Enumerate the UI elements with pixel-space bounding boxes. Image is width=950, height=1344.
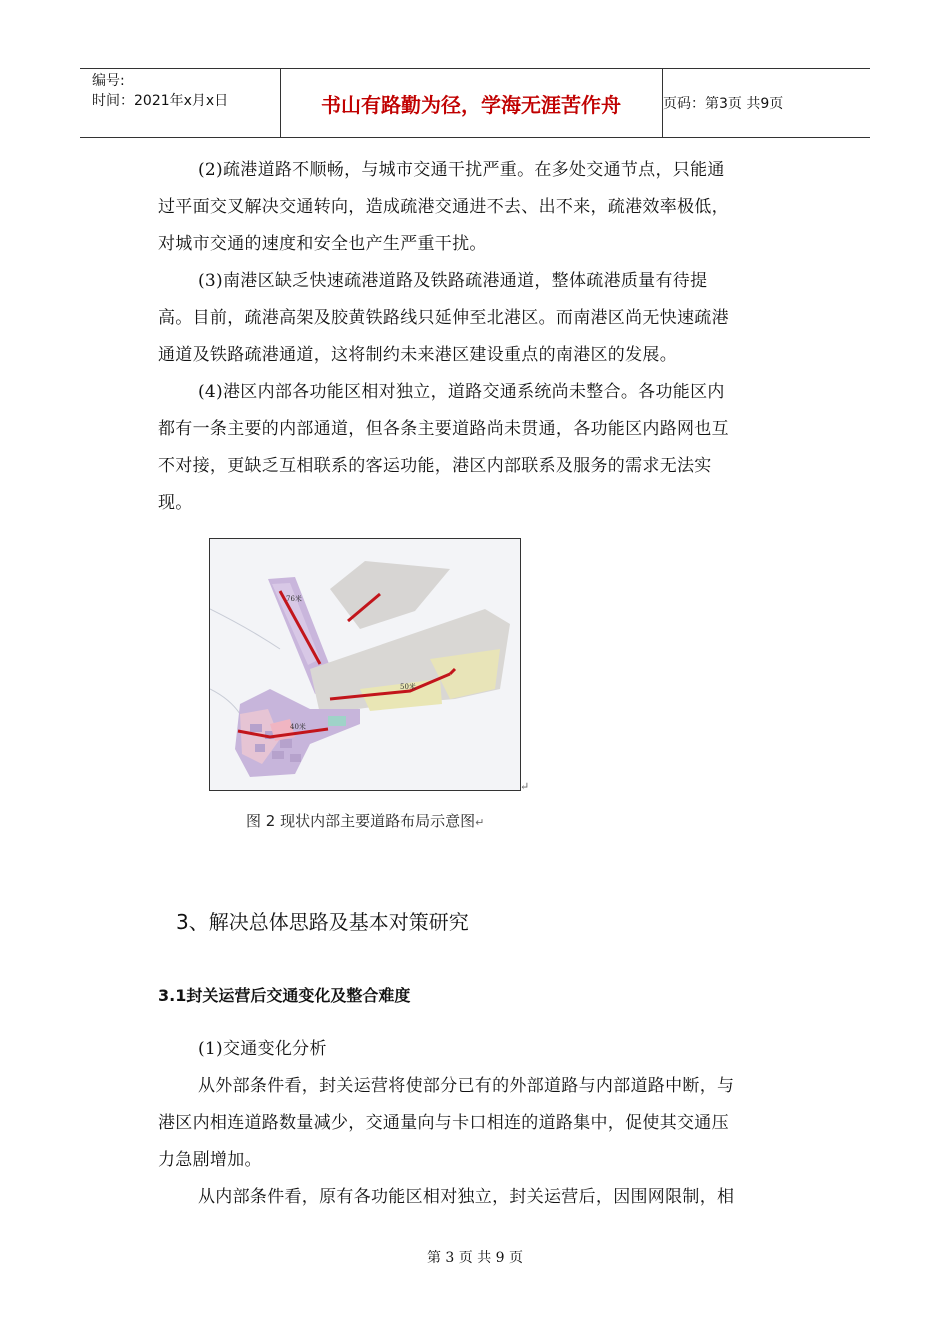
figure-caption-text: 图 2 现状内部主要道路布局示意图 [246, 812, 476, 830]
section-3-heading: 3、解决总体思路及基本对策研究 [176, 910, 469, 934]
page-info-text: 页码：第3页 共9页 [663, 96, 784, 112]
map-graphic [210, 539, 520, 790]
b2-line2: 港区内相连道路数量减少，交通量向与卡口相连的道路集中，促使其交通压 [158, 1113, 729, 1133]
p3-line3: 通道及铁路疏港通道，这将制约未来港区建设重点的南港区的发展。 [158, 345, 677, 365]
road-label-50: 50米 [400, 683, 416, 691]
p4-line2: 都有一条主要的内部通道，但各条主要道路尚未贯通，各功能区内路网也互 [158, 419, 729, 439]
header-page-info [663, 69, 870, 137]
p2-line2: 过平面交叉解决交通转向，造成疏港交通进不去、出不来，疏港效率极低， [158, 197, 729, 217]
p3-line1: (3)南港区缺乏快速疏港道路及铁路疏港通道，整体疏港质量有待提 [198, 271, 708, 291]
time-label: 时间：2021年x月x日 [92, 93, 229, 109]
b3-line1: 从内部条件看，原有各功能区相对独立，封关运营后，因围网限制，相 [198, 1187, 735, 1207]
p2-line3: 对城市交通的速度和安全也产生严重干扰。 [158, 234, 487, 254]
paragraph-3 [158, 263, 798, 374]
b2-line3: 力急剧增加。 [158, 1150, 262, 1170]
section-3-1-heading: 3.1封关运营后交通变化及整合难度 [158, 986, 411, 1005]
p3-line2: 高。目前，疏港高架及胶黄铁路线只延伸至北港区。而南港区尚无快速疏港 [158, 308, 729, 328]
paragraph-4 [158, 374, 798, 522]
number-label: 编号: [92, 73, 125, 89]
b1-line1: (1)交通变化分析 [198, 1039, 327, 1059]
p4-line1: (4)港区内部各功能区相对独立，道路交通系统尚未整合。各功能区内 [198, 382, 725, 402]
p2-line1: (2)疏港道路不顺畅，与城市交通干扰严重。在多处交通节点，只能通 [198, 160, 725, 180]
header-meta [80, 69, 281, 137]
road-layout-map [209, 538, 521, 791]
header-motto: 书山有路勤为径，学海无涯苦作舟 [280, 69, 663, 137]
road-label-40: 40米 [290, 723, 306, 731]
b2-line1: 从外部条件看，封关运营将使部分已有的外部道路与内部道路中断，与 [198, 1076, 735, 1096]
figure-caption: 图 2 现状内部主要道路布局示意图↵ [246, 812, 485, 830]
page-header [80, 68, 870, 138]
road-label-76: 76米 [286, 595, 302, 603]
page-footer: 第 3 页 共 9 页 [426, 1250, 524, 1266]
paragraph-traffic-analysis [158, 1031, 798, 1216]
paragraph-mark: ↵ [520, 780, 530, 793]
p4-line3: 不对接，更缺乏互相联系的客运功能，港区内部联系及服务的需求无法实 [158, 456, 712, 476]
p4-line4: 现。 [158, 493, 193, 513]
paragraph-2 [158, 152, 798, 263]
